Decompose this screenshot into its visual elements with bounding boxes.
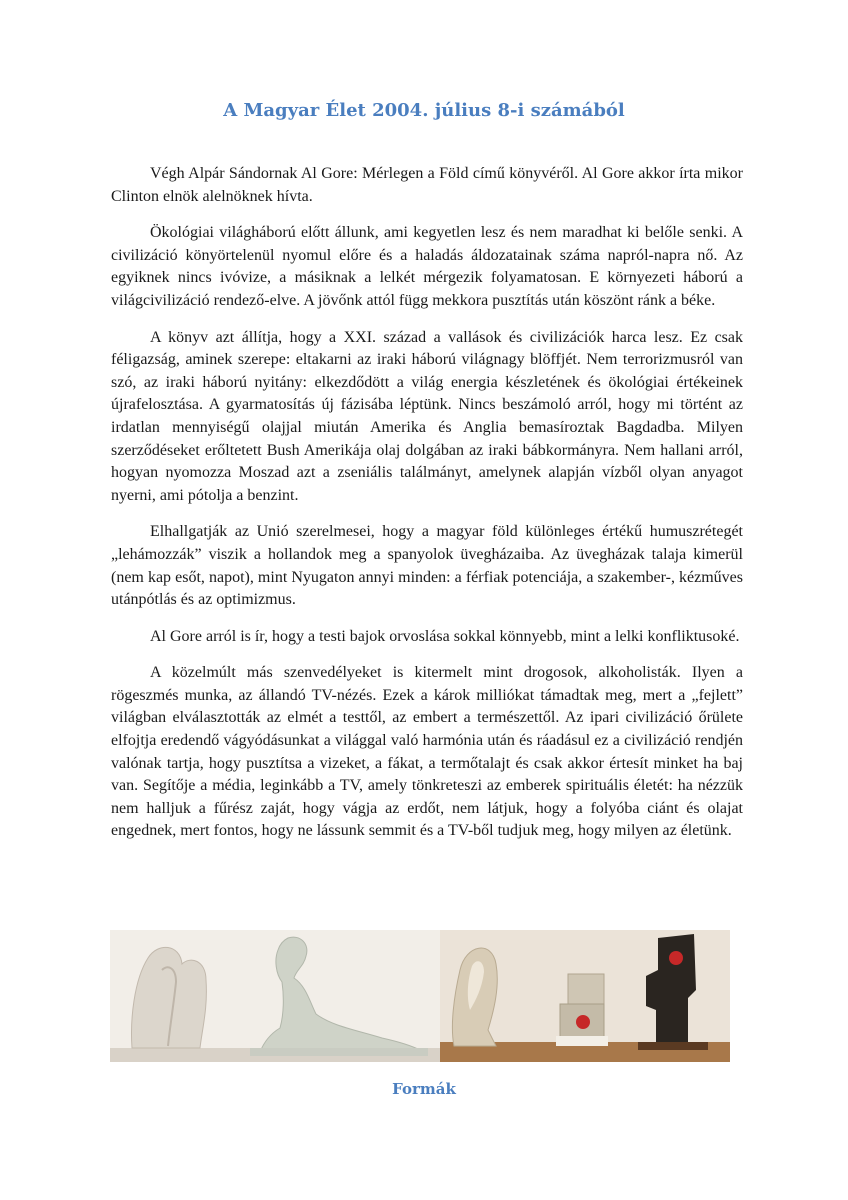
article-title: A Magyar Élet 2004. július 8-i számából <box>223 100 625 121</box>
article-body <box>111 163 743 857</box>
paragraph: Al Gore arról is ír, hogy a testi bajok orvoslása sokkal könnyebb, mint a lelki konfliktusoké. <box>150 627 740 645</box>
paragraph: Elhallgatják az Unió szerelmesei, hogy a magyar föld különleges értékű humuszrétegét „lehámozzák” viszik a hollandok meg a spanyolok üvegházaiba. Az üvegházak talaja kimerül (nem kap esőt, napot), mint Nyugaton annyi minden: a férfiak potenciája, a szakember-, kézműves utánpótlás és az optimizmus. <box>111 523 743 609</box>
paragraph: Ökológiai világháború előtt állunk, ami kegyetlen lesz és nem maradhat ki belőle senki. A civilizáció könyörtelenül nyomul előre és a haladás áldozatainak száma napról-napra nő. Az egyiknek nincs ivóvize, a másiknak a lelkét mérgezik folyamatosan. E környezeti háború a világcivilizáció rendező-elve. A jövőnk attól függ mekkora pusztítás után köszönt ránk a béke. <box>111 224 743 309</box>
paragraph: A könyv azt állítja, hogy a XXI. század a vallások és civilizációk harca lesz. Ez csak féligazság, aminek szerepe: eltakarni az iraki háború világnagy blöffjét. Nem terrorizmusról van szó, az iraki háború nyitány: elkezdődött a világ energia készletének és ökológiai értékeinek újrafelosztása. A gyarmatosítás új fázisába léptünk. Nincs beszámoló arról, hogy mi történt az irdatlan mennyiségű olajjal miután Amerika és Anglia bemasíroztak Bagdadba. Milyen szerződéseket erőltetett Bush Amerikája olaj dolgában az iraki bábkormányra. Nem hallani arról, hogyan nyomozza Moszad azt a zseniális találmányt, amelynek alapján vízből olyan anyagot nyerni, ami pótolja a benzint. <box>111 328 743 504</box>
photo-caption: Formák <box>392 1080 456 1098</box>
paragraph: Végh Alpár Sándornak Al Gore: Mérlegen a Föld című könyvéről. Al Gore akkor írta mikor Clinton elnök alelnöknek hívta. <box>111 165 743 205</box>
sculpture-photo <box>110 930 730 1062</box>
paragraph: A közelmúlt más szenvedélyeket is kitermelt mint drogosok, alkoholisták. Ilyen a rögeszmés munka, az állandó TV-nézés. Ezek a károk milliókat támadtak meg, mert a „fejlett” világban elválasztották az elmét a testtől, az embert a természettől. Az ipari civilizáció őrülete elfojtja eredendő vágyódásunkat a világgal való harmónia után és ráadásul ez a civilizáció rendjén valónak tartja, hogy pusztítsa a vizeket, a fákat, a termőtalajt és csak akkor értesít minket ha baj van. Segítője a média, leginkább a TV, amely tönkreteszi az emberek spirituális életét: ha nézzük nem halljuk a fűrész zaját, hogy vágja az erdőt, nem látjuk, hogy a folyóba ciánt és olajat engednek, mert fontos, hogy ne lássunk semmit és a TV-ből tudjuk meg, hogy milyen az életünk. <box>111 664 743 840</box>
sculpture-photo-illustration <box>110 930 730 1062</box>
